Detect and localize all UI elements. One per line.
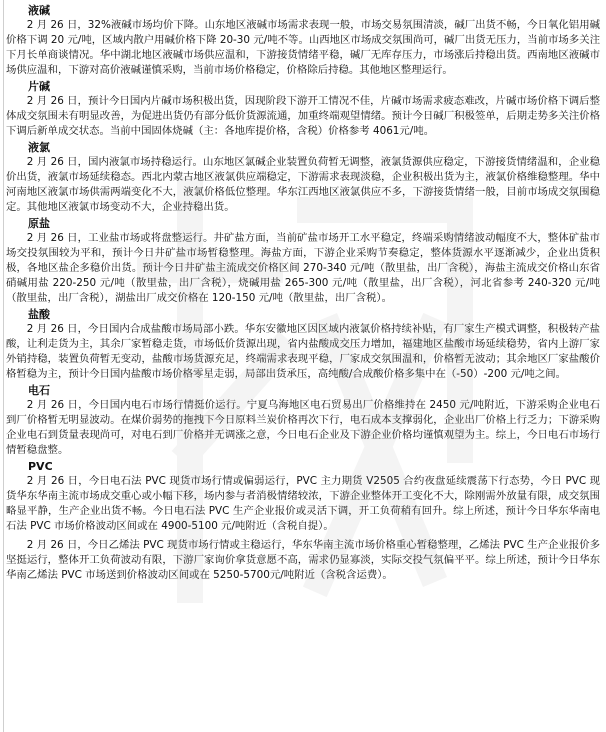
- section-flake-caustic-soda: [6, 79, 600, 139]
- section-heading: 片碱: [28, 80, 50, 93]
- section-raw-salt: [6, 216, 600, 306]
- section-heading: 液碱: [28, 4, 50, 17]
- section-paragraph: 2 月 26 日，今日国内合成盐酸市场局部小跌。华东安徽地区因区域内液氯价格持续补贴，有厂家生产模式调整，积极转产盐酸，让利走货为主，其余厂家暂稳走货，市场低价货源出现，省内盐酸成交压力增加，福建地区盐酸市场延续稳势，省内上游厂家外销持稳，装置负荷暂无变动，盐酸市场货源充足，终端需求表现平稳，厂家成交氛围温和，价格暂无波动；其余地区厂家盐酸价格暂稳为主，预计今日国内盐酸市场价格零星走弱，局部出货承压，高纯酸/合成酸价格多集中在（-50）-200 元/吨之间。: [6, 323, 600, 380]
- section-heading: 原盐: [28, 217, 50, 230]
- section-heading: 盐酸: [28, 308, 50, 321]
- section-liquid-caustic-soda: [6, 3, 600, 78]
- section-pvc: [6, 459, 600, 583]
- section-paragraph: 2 月 26 日，今日电石法 PVC 现货市场行情或偏弱运行，PVC 主力期货 V2505 合约夜盘延续震荡下行态势，今日 PVC 现货华东华南主流市场成交重心或小幅下移，场内参与者消极情绪较浓，下游企业整体开工变化不大，除刚需外放量有限，成交氛围略显平静，生产企业出货不畅。今日电石法 PVC 生产企业报价或灵活下调，开工负荷稍有回升。综上所述，预计今日华东华南电石法 PVC 市场价格波动区间或在 4900-5100 元/吨附近（含税自提）。: [6, 475, 600, 532]
- section-paragraph: 2 月 26 日，工业盐市场或将盘整运行。井矿盐方面，当前矿盐市场开工水平稳定，终端采购情绪波动幅度不大，整体矿盐市场交投氛围较为平和，预计今日井矿盐市场暂稳整理。海盐方面，下游企业采购节奏稳定，整体货源水平逐渐减少，企业出货积极，各地区盐企多稳价出货。预计今日井矿盐主流成交价格区间 270-340 元/吨（散里盐，出厂含税），海盐主流成交价格山东省硝碱用盐 220-250 元/吨（散里盐，出厂含税），烧碱用盐 265-300 元/吨（散里盐，出厂含税），河北省参考 240-320 元/吨（散里盐，出厂含税），湖盐出厂成交价格在 120-150 元/吨（散里盐，出厂含税）。: [6, 232, 600, 304]
- section-paragraph: 2 月 26 日，国内液氯市场持稳运行。山东地区氯碱企业装置负荷暂无调整，液氯货源供应稳定，下游接货情绪温和，企业稳价出货，液氯市场延续稳态。西北内蒙古地区液氯供应端稳定，下游需求表现淡稳，企业积极出货为主，液氯价格维稳整理。华中河南地区液氯市场供需两端变化不大，液氯价格低位整理。华东江西地区液氯供应不多，下游接货情绪一般，目前市场成交氛围稳定。其他地区液氯市场变动不大，企业持稳出货。: [6, 156, 600, 213]
- section-hydrochloric-acid: [6, 307, 600, 382]
- section-paragraph: 2 月 26 日，预计今日国内片碱市场积极出货，因现阶段下游开工情况不佳，片碱市场需求疲态难改，片碱市场价格下调后整体成交氛围未有明显改善，为促进出货仍有部分低价货源流通，加重终端观望情绪。预计今日碱厂积极签单，后期走势多关注价格下调后新单成交状态。当前中国固体烧碱（主：各地库提价格，含税）价格参考 4061元/吨。: [6, 95, 600, 137]
- section-heading: 电石: [28, 384, 50, 397]
- section-calcium-carbide: [6, 383, 600, 458]
- left-border: [3, 0, 4, 732]
- section-paragraph: 2 月 26 日，32%液碱市场均价下降。山东地区液碱市场需求表现一般，市场交易氛围清淡，碱厂出货不畅，今日氧化铝用碱价格下调 20 元/吨，区域内散户用碱价格下降 20-30 元/吨不等。山西地区市场成交氛围尚可，碱厂出货无压力，当前市场多关注下月长单商谈情况。华中湖北地区液碱市场供应温和，下游接货情绪平稳，碱厂无库存压力，市场涨后持稳出货。西南地区液碱市场供应温和，下游对高价液碱谨慎采购，当前市场价格稳定，价格除后持稳。其他地区整理运行。: [6, 19, 600, 76]
- section-liquid-chlorine: [6, 140, 600, 215]
- section-heading: 液氯: [28, 141, 50, 154]
- section-heading: PVC: [28, 460, 53, 473]
- section-paragraph: 2 月 26 日，今日乙烯法 PVC 现货市场行情或主稳运行，华东华南主流市场价格重心暂稳整理，乙烯法 PVC 生产企业报价多坚挺运行，整体开工负荷波动有限，下游厂家询价拿货意愿不高，需求仍显寡淡，实际交投气氛偏平平。综上所述，预计今日华东华南乙烯法 PVC 市场送到价格波动区间或在 5250-5700元/吨附近（含税含运费）。: [6, 539, 600, 581]
- section-paragraph: 2 月 26 日，今日国内电石市场行情挺价运行。宁夏乌海地区电石贸易出厂价格维持在 2450 元/吨附近，下游采购企业电石到厂价格暂无明显波动。在煤价弱势的拖拽下今日原料兰炭价格再次下行，电石成本支撑弱化，企业出厂价格上行乏力；下游采购企业电石到货量表现尚可，对电石到厂价格并无调涨之意，今日电石企业及下游企业价格均谨慎观望为主。综上，今日电石市场行情暂稳盘整。: [6, 399, 600, 456]
